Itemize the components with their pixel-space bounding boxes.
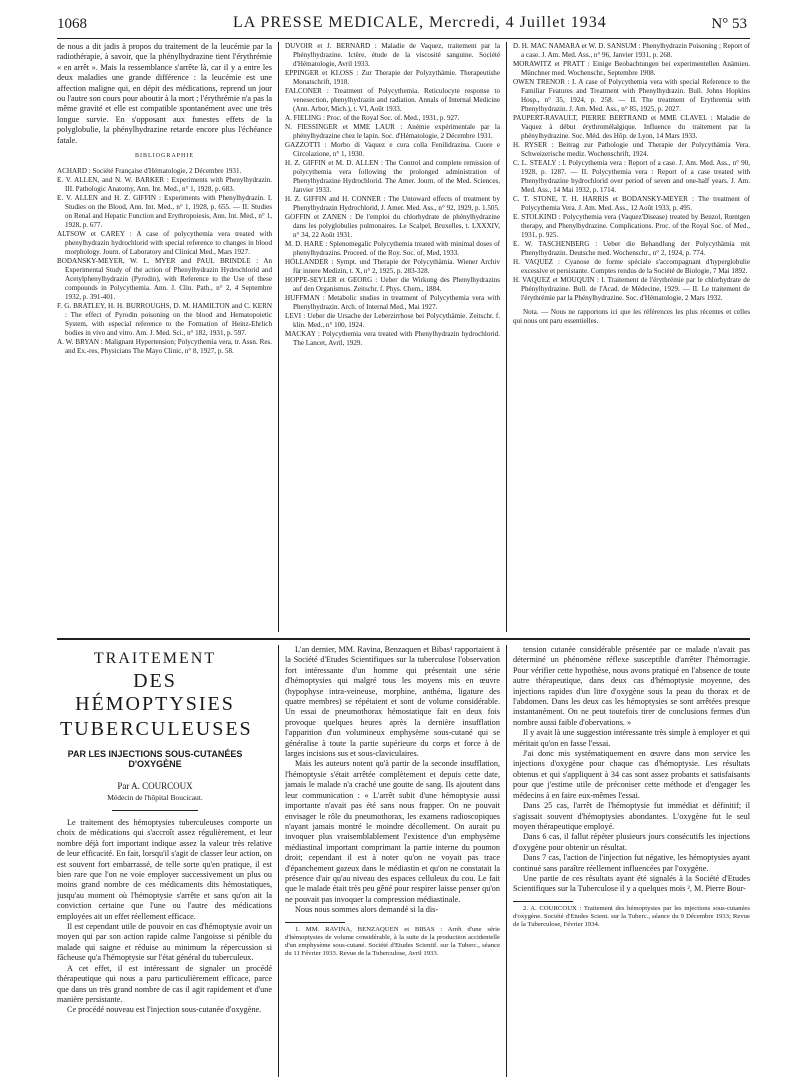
reference-entry: MORAWITZ et PRATT : Einige Beobachtungen bei experimentellen Anämien. Münchner med. Wochenschr., Septembre 1908. <box>513 60 750 77</box>
reference-entry: PAUPERT-RAVAULT, PIERRE BERTRAND et MME CLAVEL : Maladie de Vaquez à début érythromélalgique. Influence du traitement par la phénylhydrazine. Soc. Méd. des Hôp. de Lyon, 14 Mars 1933. <box>513 114 750 140</box>
column-divider <box>278 645 279 1077</box>
reference-entry: GOFFIN et ZANEN : De l'emploi du chlorhydrate de phénylhydrazine dans les polyglobulies pulmonaires. Le Scalpel, Bruxelles, t. LXXXIV, n° 34, 22 Août 1931. <box>285 213 500 239</box>
article-body-1 <box>57 818 272 1016</box>
title-separator <box>112 810 198 811</box>
author-affiliation: Médecin de l'hôpital Boucicaut. <box>107 793 203 802</box>
reference-entry: HÖLLANDER : Sympt. und Therapie der Polycythämia. Wiener Archiv für innere Medizin, t. X, n° 2, 1925, p. 283-328. <box>285 258 500 275</box>
reference-entry: HOPPE-SEYLER et GEORG : Ueber die Wirkung des Phenylhydrazins auf den Organismus. Zeitschr. f. Phys. Chem., 1884. <box>285 276 500 293</box>
footnote-rule <box>513 901 573 902</box>
body-paragraph: tension cutanée considérable présentée par ce malade n'avait pas déterminé un phénomène réflexe susceptible d'arrêter l'hémorragie. Pour vérifier cette hypothèse, nous avons pratiqué en l'absence de toute autre thérapeutique, dans deux cas d'hémoptysie moyenne, des injections rapides d'un litre d'oxygène sous la peau du thorax et de l'abdomen. Dans les deux cas les hémoptysies se sont arrêtées presque instantanément. On ne peut toutefois tirer de conclusions fermes d'un nombre aussi faible d'obervations. » <box>513 645 750 727</box>
reference-list-1 <box>57 167 272 356</box>
top-column-3 <box>513 42 750 632</box>
footnote-2: 2. A. COURCOUX : Traitement des hémoptysies par les injections sous-cutanées d'oxygène. Société d'Etudes Scient. sur la Tuberc., séance du 9 Décembre 1933; Revue de la Tuberculose, Février 1934. <box>513 904 750 929</box>
article-column-3 <box>513 645 750 1077</box>
top-column-1 <box>57 42 272 632</box>
body-paragraph: J'ai donc mis systématiquement en œuvre dans mon service les injections d'oxygène pour chaque cas d'hémoptysie. Les résultats obtenus et qui s'appliquent à 34 cas sont assez probants et satisfaisants pour que j'estime utile de préconiser cette méthode et d'engager les médecins à en faire eux-mêmes l'essai. <box>513 749 750 800</box>
body-paragraph: Ce procédé nouveau est l'injection sous-cutanée d'oxygène. <box>67 1005 262 1015</box>
body-paragraph: Il est cependant utile de pouvoir en cas d'hémoptysie avoir un moyen qui par son action rapide calme l'angoisse si pénible du malade qui saigne et réduise au minimum la répercussion si fâcheuse qu'a l'hémoptysie sur l'état général du tuberculeux. <box>57 922 272 963</box>
article-column-2 <box>285 645 500 1077</box>
body-paragraph: Une partie de ces résultats ayant été signalés à la Société d'Etudes Scientifiques sur la Tuberculose il y a quelques mois ², M. Pierre Bour- <box>513 873 750 894</box>
reference-entry: E. STOLKIND : Polycythemia vera (Vaquez'Disease) treated by Benzol, Rœntgen therapy, and Phenylhydrazine. Complications. Proc. of the Royal Soc. of Med., 1931, p. 925. <box>513 213 750 239</box>
reference-entry: H. VAQUEZ : Cyanose de forme spéciale s'accompagnant d'hyperglobulie excessive et persistante. Comptes rendus de la Société de Biologie, 7 Mai 1892. <box>513 258 750 275</box>
issue-number: N° 53 <box>711 16 747 32</box>
bibliography-title: BIBLIOGRAPHIE <box>135 153 194 160</box>
body-paragraph: Dans 7 cas, l'action de l'injection fut négative, les hémoptysies ayant continué sans paraître réellement influencées par l'oxygène. <box>513 853 750 873</box>
article-column-1 <box>57 818 272 1078</box>
journal-title: LA PRESSE MEDICALE, Mercredi, 4 Juillet 1934 <box>233 14 607 31</box>
article-subtitle-2: D'OXYGÈNE <box>128 759 182 769</box>
reference-entry: A. W. BRYAN : Malignant Hypertension; Polycythemia vera, tr. Assn. Res. and Ex.-res, Physicians The Mayo Clinic, n° 8, 1927, p. 58. <box>57 338 272 356</box>
reference-entry: H. Z. GIFFIN et M. D. ALLEN : The Control and complete remission of polycythemia vera following the prolonged administration of Phenylhydrazine Hydrochlorid. The Amer. Journ. of the Med. Sciences, Janvier 1933. <box>285 159 500 194</box>
article-body-3 <box>513 645 750 895</box>
article-subtitle-1: PAR LES INJECTIONS SOUS-CUTANÉES <box>67 749 243 759</box>
reference-entry: H. VAQUEZ et MOUQUIN : I. Traitement de l'érythrémie par le chlorhydrate de Phénylhydrazine. Bull. de l'Acad. de Médecine, 1929. — II. Le traitement de l'érythrémie par la Phénylhydrazine. Soc. d'Hématologie, 2 Mars 1932. <box>513 276 750 302</box>
reference-entry: C. L. STEALY : I. Polycythemia vera : Report of a case. J. Am. Med. Ass., n° 90, 1928, p. 1287. — II. Polycythemia vera : Report of a case treated with Phenylhydrazine hydrochlorid over period of seven and one-half years. J. Am. Med. Ass., 14 Mai 1932, p. 1714. <box>513 159 750 194</box>
footnote-rule <box>285 922 345 923</box>
reference-entry: F. G. BRATLEY, H. H. BURROUGHS, D. M. HAMILTON and C. KERN : The effect of Pyrodin poisoning on the blood and Hematopoietic System, with especial reference to the Formation of Heinz-Ehrlich bodies in vivo and vitro. Am. J. Med. Sci., n° 182, 1931, p. 597. <box>57 302 272 338</box>
top-column-2 <box>285 42 500 632</box>
reference-entry: H. Z. GIFFIN and H. CONNER : The Untoward effects of treatment by Phenylhydrazin Hydrochlorid, J. Amer. Med. Ass., n° 92, 1929, p. 1.505. <box>285 195 500 212</box>
reference-entry: GAZZOTTI : Morbo di Vaquez e cura colla Fenilidrazina. Cuore e Circolazione, n° 1, 1930. <box>285 141 500 158</box>
reference-entry: E. W. TASCHENBERG : Ueber die Behandlung der Polycythämia mit Phenylhydrazin. Deutsche med. Wochenschr., n° 2, 1924, p. 774. <box>513 240 750 257</box>
reference-entry: OWEN TRENOR : I. A case of Polycythemia vera with special Reference to the Familiar Features and Treatment with Phenylhydrazin. Bull. Johns Hopkins Hosp., n° 35, 1924, p. 258. — II. The treatment of Erythremia with Phenylhydrazin. J. Am. Med. Ass., n° 85, 1925, p. 2027. <box>513 78 750 113</box>
body-paragraph: Mais les auteurs notent qu'à partir de la seconde insufflation, l'hémoptysie s'était arrêtée complètement et depuis cette date, jamais le malade n'a craché une goutte de sang. Ils ajoutent dans leur communication : « L'arrêt subit d'une hémoptysie aussi importante n'avait pas été sans nous frapper. On ne pouvait envisager le rôle du pneumothorax, les examens radioscopiques n'ayant jamais montré le moindre décollement. On aurait pu invoquer plus vraisemblablement l'existence d'un emphysème médiastinal important comprimant la partie interne du poumon droit; cependant il est à noter qu'on ne voyait pas trace d'épanchement gazeux dans le médiastin et qu'on ne constatait la présence d'air qu'au niveau des espaces celluleux du cou. Le fait que le malade était très peu gêné pour respirer laisse penser qu'on ne pouvait pas invoquer la compression médiastinale. <box>285 759 500 904</box>
column-divider <box>278 42 279 632</box>
reference-entry: LEVI : Ueber die Ursache der Leberzirrhose bei Polycythämie. Zeitschr. f. klin. Med., n° 100, 1924. <box>285 312 500 329</box>
body-paragraph: Dans 25 cas, l'arrêt de l'hémoptysie fut immédiat et définitif; il s'agissait souvent d'hémoptysies abondantes. L'oxygène fut le seul moyen thérapeutique employé. <box>513 801 750 831</box>
article-title-line-1: TRAITEMENT <box>93 650 217 667</box>
reference-entry: C. T. STONE, T. H. HARRIS et BODANSKY-MEYER : The treatment of Polycythemia Vera. J. Am. Med. Ass., 12 Août 1933, p. 495. <box>513 195 750 212</box>
article-title-line-3: TUBERCULEUSES <box>60 718 253 740</box>
header-rule <box>57 38 750 39</box>
body-paragraph: Dans 6 cas, il fallut répéter plusieurs jours consécutifs les injections d'oxygène pour obtenir un résultat. <box>513 832 750 852</box>
reference-entry: BODANSKY-MEYER, W. L. MYER and PAUL BRINDLE : An Experimental Study of the action of Phenylhydrazin Hydrochlorid and Acetylphenylhydrazin (Pyrodin), with Reference to the Use of these compounds in Polycythemia. Ann. J. Clin. Path., n° 2, 4 Septembre 1932, p. 391-401. <box>57 257 272 302</box>
nota: Nota. — Nous ne rapportons ici que les références les plus récentes et celles qui nous ont paru essentielles. <box>513 308 750 325</box>
body-paragraph: Il y avait là une suggestion intéressante très simple à employer et qui méritait qu'on en fasse l'essai. <box>513 728 750 748</box>
reference-entry: E. V. ALLEN, and N. W. BARKER : Experiments with Phenylhydrazin. III. Pathologic Anatomy, Ann. Int. Med., n° 1, 1928, p. 683. <box>57 176 272 194</box>
article-byline: Par A. COURCOUX <box>117 781 193 791</box>
article-body-2 <box>285 645 500 916</box>
body-paragraph: Le traitement des hémoptysies tuberculeuses comporte un choix de médications qui s'accroît assez régulièrement, et leur nombre déjà fort important indique assez la valeur très relative de leur efficacité. En fait, lorsqu'il s'agit de classer leur action, on est souvent fort embarrassé, de telle sorte qu'en pratique, il est bien rare que l'on ne voie employer successivement un plus ou moins grand nombre de ces médicaments dits hémostatiques, jusqu'au moment où l'hémoptysie s'arrête et sans qu'on ait la conviction certaine que l'une ou l'autre des médications employées ait un effet réellement efficace. <box>57 818 272 921</box>
reference-entry: DUVOIR et J. BERNARD : Maladie de Vaquez, traitement par la Phénylhydrazine. Ictère, étude de la viscosité sanguine. Société d'Hématologie, Avril 1933. <box>285 42 500 68</box>
reference-entry: ALTSOW et CAREY : A case of polycythemia vera treated with phenylhydrazin hydrochlorid with special reference to changes in blood morphology. Journ. of Laboratory and Clinical Med., Mars 1927. <box>57 230 272 257</box>
reference-entry: E. V. ALLEN and H. Z. GIFFIN : Experiments with Phenylhydrazin. I. Studies on the Blood, Ann. Int. Med., n° 1, 1928, p. 655. — II. Studies on Renal and Hepatic Function and Erythropoiesis, Ann. Int. Med., n° 1, 1928, p. 677. <box>57 194 272 230</box>
reference-entry: N. FIESSINGER et MME LAUR : Anémie expérimentale par la phénylhydrazine chez le lapin. Soc. d'Hématologie, 2 Décembre 1931. <box>285 123 500 140</box>
body-paragraph: Nous nous sommes alors demandé si la dis- <box>295 905 439 915</box>
reference-entry: FALCONER : Treatment of Polycythemia. Reticulocyte response to venesection, phenylhydrazin and radiation. Annals of Internal Medicine (Ann. Arbor, Mich.), t. VI, Août 1933. <box>285 87 500 113</box>
body-paragraph: A cet effet, il est intéressant de signaler un procédé thérapeutique qui nous a paru particulièrement efficace, parce que dans un très grand nombre de cas il agit rapidement et d'une manière persistante. <box>57 963 272 1004</box>
page-number: 1068 <box>57 16 87 32</box>
reference-entry: ACHARD : Société Française d'Hématologie, 2 Décembre 1931. <box>57 167 242 176</box>
article-title-block <box>60 650 253 802</box>
reference-entry: H. RYSER : Beitrag zur Pathologie und Therapie der Polycythämia Vera. Schweizerische mediz. Wochenschrift, 1924. <box>513 141 750 158</box>
body-paragraph: L'an dernier, MM. Ravina, Benzaquen et Bibas¹ rapportaient à la Société d'Etudes Scientifiques sur la tuberculose l'observation fort intéressante d'un homme qui présentait une série d'hémoptysies qui malgré tous les moyens mis en œuvre (hypophyse intra-veineuse, morphine, anthéma, ligature des quatre membres) se répétaient et sont de volume considérable. Un essai de pneumothorax hémostatique fait en deux fois provoque quelques heures après la dernière insufflation l'apparition d'un volumineux emphysème sous-cutané qui se généralise à toute la partie supérieure du corps et force à de larges incisions sus et sous-claviculaires. <box>285 645 500 759</box>
reference-list-2 <box>285 42 500 348</box>
reference-entry: EPPINGER et KLOSS : Zur Therapie der Polyzythämie. Therapeutishe Monatschrift, 1918. <box>285 69 500 86</box>
running-header <box>57 14 747 36</box>
intro-paragraph: de nous a dit jadis à propos du traitement de la leucémie par la radiothérapie, à savoir, que la phénylhydrazine tient l'érythrémie « en arrêt ». Mais la ressemblance s'arrête là, car il y a entre les deux maladies une grande différence : la leucémie est une affection maligne qui, en dépit des médications, reprend un jour ou l'autre son cours pour aboutir à la mort ; l'érythrémie n'a pas la même gravité et elle est compatible spontanément avec une très longue survie. En s'opposant aux funestes effets de la polyglobulie, la phénylhydrazine retarde encore plus l'échéance fatale. <box>57 42 272 145</box>
reference-list-3 <box>513 42 750 303</box>
reference-entry: HUFFMAN : Metabolic studies in treatment of Polycythemia vera with Phenylhydrazin. Arch. of Internal Med., Mai 1927. <box>285 294 500 311</box>
reference-entry: MACKAY : Polycythemia vera treated with Phenylhydrazin hydrochlorid. The Lancet, Avril, 1929. <box>285 330 500 347</box>
reference-entry: D. H. MAC NAMARA et W. D. SANSUM : Phenylhydrazin Poisoning ; Report of a case. J. Am. Med. Ass., n° 96, Janvier 1931, p. 268. <box>513 42 750 59</box>
section-rule <box>57 638 750 640</box>
footnote-1: 1. MM. RAVINA, BENZAQUEN et BIBAS : Arrêt d'une série d'hémoptysies de volume considérable, à la suite de la production accidentelle d'un emphysème sous-cutané. Société d'Etudes Scientif. sur la Tuberc., séance du 11 Février 1933. Revue de la Tuberculose, Avril 1933. <box>285 925 500 958</box>
reference-entry: A. FIELING : Proc. of the Royal Soc. of. Med., 1931, p. 927. <box>285 114 460 122</box>
column-divider <box>506 645 507 1077</box>
article-title-line-2: DES HÉMOPTYSIES <box>75 670 235 715</box>
column-divider <box>506 42 507 632</box>
reference-entry: M. D. HARE : Splenomegalic Polycythemia treated with minimal doses of phenylhydrazins. Proceed. of the Roy. Soc. of, Med, 1933. <box>285 240 500 257</box>
